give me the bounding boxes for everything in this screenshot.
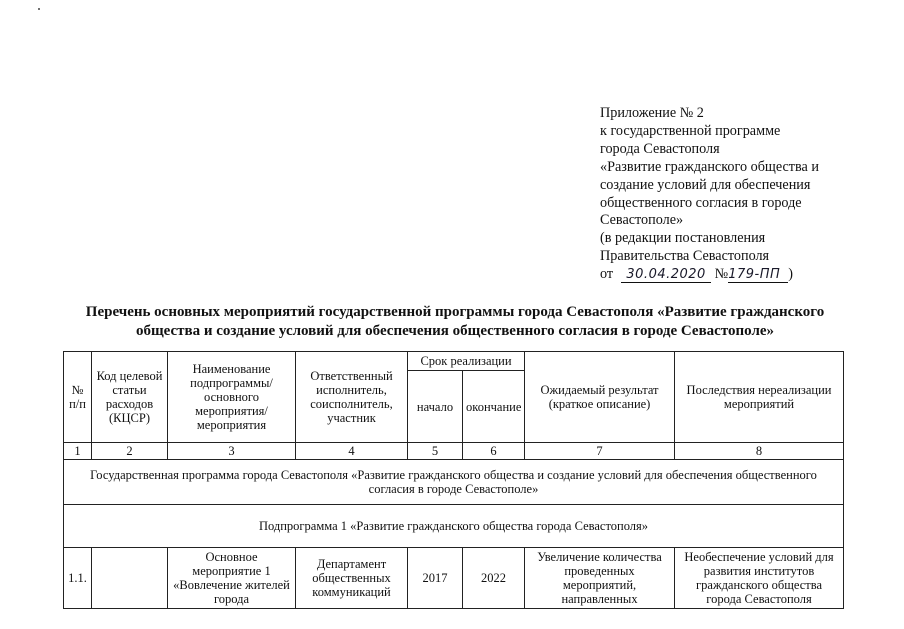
row-responsible: Департамент общественных коммуникаций xyxy=(296,548,408,609)
column-number: 8 xyxy=(675,443,844,460)
appendix-block xyxy=(600,105,850,284)
activities-table xyxy=(63,351,844,609)
scan-specks xyxy=(38,8,42,12)
table-row xyxy=(64,548,844,609)
column-number: 7 xyxy=(525,443,675,460)
number-prefix: № xyxy=(714,266,729,283)
header-result: Ожидаемый результат (краткое описание) xyxy=(525,352,675,443)
column-number: 5 xyxy=(408,443,463,460)
appendix-line: Севастополе» xyxy=(600,212,684,229)
row-consequences: Необеспечение условий для развития институтов гражданского общества города Севастополя xyxy=(675,548,844,609)
handwritten-number: 179-ПП xyxy=(728,267,788,283)
header-num: № п/п xyxy=(64,352,92,443)
program-title: Государственная программа города Севастополя «Развитие гражданского общества и создание условий для обеспечения общественного согласия в городе Севастополе» xyxy=(64,460,844,505)
column-number: 6 xyxy=(463,443,525,460)
date-number-line xyxy=(600,266,850,284)
row-code xyxy=(92,548,168,609)
appendix-line: создание условий для обеспечения xyxy=(600,176,811,193)
appendix-line: Правительства Севастополя xyxy=(600,248,770,265)
column-number: 4 xyxy=(296,443,408,460)
appendix-line: «Развитие гражданского общества и xyxy=(600,158,819,175)
header-name: Наименование подпрограммы/ основного мероприятия/ мероприятия xyxy=(168,352,296,443)
row-start: 2017 xyxy=(408,548,463,609)
program-row xyxy=(64,460,844,505)
row-name: Основное мероприятие 1 «Вовлечение жителей города xyxy=(168,548,296,609)
table-header-row xyxy=(64,352,844,371)
column-number: 3 xyxy=(168,443,296,460)
subprogram-row xyxy=(64,505,844,548)
header-period: Срок реализации xyxy=(408,352,525,371)
appendix-line: Приложение № 2 xyxy=(600,105,704,121)
header-end: окончание xyxy=(463,371,525,443)
appendix-line: (в редакции постановления xyxy=(600,230,766,247)
column-number: 1 xyxy=(64,443,92,460)
appendix-line: общественного согласия в городе xyxy=(600,194,802,211)
handwritten-date: 30.04.2020 xyxy=(621,267,711,283)
row-result: Увеличение количества проведенных мероприятий, направленных xyxy=(525,548,675,609)
header-code: Код целевой статьи расходов (КЦСР) xyxy=(92,352,168,443)
header-responsible: Ответственный исполнитель, соисполнитель, участник xyxy=(296,352,408,443)
appendix-line: города Севастополя xyxy=(600,140,720,157)
header-consequences: Последствия нереализации мероприятий xyxy=(675,352,844,443)
row-num: 1.1. xyxy=(64,548,92,609)
row-end: 2022 xyxy=(463,548,525,609)
appendix-line: к государственной программе xyxy=(600,122,781,139)
header-start: начало xyxy=(408,371,463,443)
column-number-row xyxy=(64,443,844,460)
document-title: Перечень основных мероприятий государственной программы города Севастополя «Развитие гражданского общества и создание условий для обеспечения общественного согласия в городе Севастополе» xyxy=(85,304,825,339)
number-suffix: ) xyxy=(788,266,793,283)
date-prefix: от xyxy=(600,266,614,283)
column-number: 2 xyxy=(92,443,168,460)
subprogram-title: Подпрограмма 1 «Развитие гражданского общества города Севастополя» xyxy=(64,505,844,548)
